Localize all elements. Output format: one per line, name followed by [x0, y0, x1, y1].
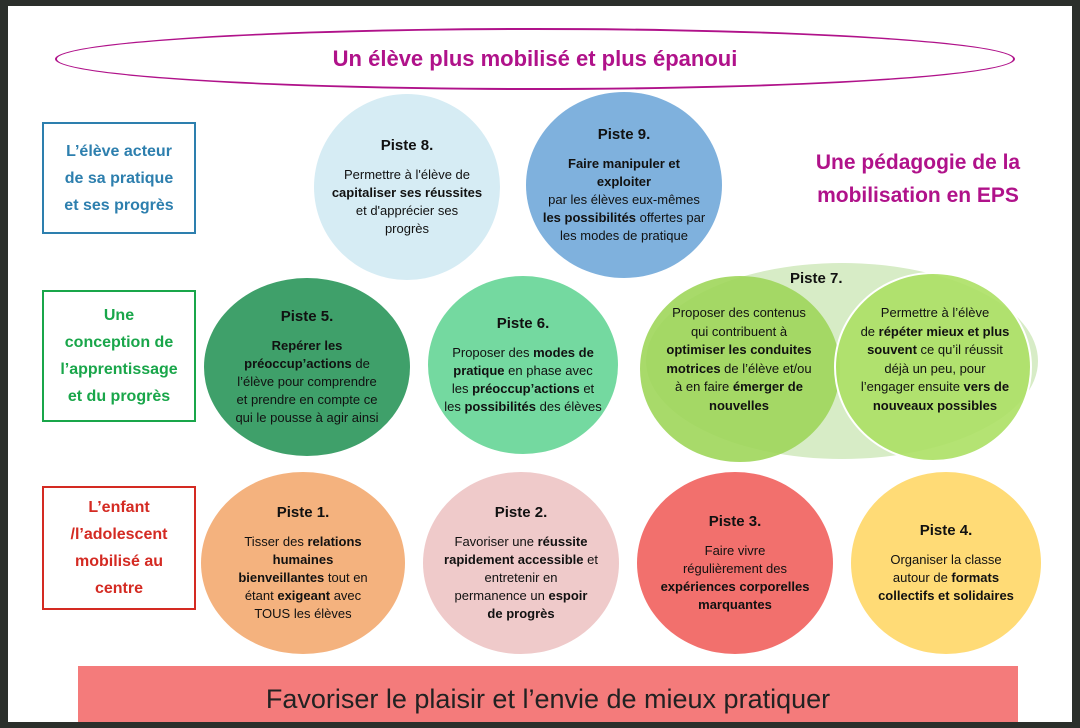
piste-1-title: Piste 1. — [276, 503, 330, 521]
text-line — [238, 569, 367, 587]
text: de — [860, 323, 879, 339]
bold-text: optimiser les conduites — [666, 342, 812, 357]
text-line — [332, 202, 482, 220]
text: de — [351, 355, 370, 371]
piste-3-text — [661, 542, 810, 614]
text: Proposer des contenus — [672, 305, 806, 320]
text-line — [444, 551, 598, 569]
bold-text: humaines — [272, 551, 334, 567]
text-line — [235, 337, 378, 355]
text: Permettre à l'élève de — [343, 166, 471, 182]
row-label-line: centre — [94, 580, 144, 597]
text: l’engager ensuite — [860, 379, 964, 394]
bold-text: réussite — [537, 533, 588, 549]
mobilisation-title-line2: mobilisation en EPS — [817, 184, 1019, 207]
bold-text: collectifs et solidaires — [878, 587, 1014, 603]
text: déjà un peu, pour — [884, 360, 986, 376]
piste-8-text — [332, 166, 482, 238]
text: offertes par — [636, 209, 706, 225]
bold-text: motrices — [666, 360, 721, 376]
piste-5-title: Piste 5. — [280, 307, 334, 325]
text: TOUS les élèves — [254, 605, 352, 621]
mobilisation-title-line1: Une pédagogie de la — [815, 151, 1021, 174]
text-line — [332, 184, 482, 202]
text: et — [583, 551, 598, 567]
piste-8-title: Piste 8. — [380, 136, 434, 154]
text: et prendre en compte ce — [236, 391, 378, 407]
text-line — [540, 191, 708, 209]
bold-text: nouvelles — [709, 397, 769, 413]
row-label-line: L’élève acteur — [66, 142, 172, 160]
piste-7-left-text — [650, 304, 828, 415]
row-label-line: de sa pratique — [64, 169, 174, 187]
bold-text: nouveaux possibles — [872, 397, 998, 413]
text-line — [238, 533, 367, 551]
bold-text: pratique — [453, 362, 505, 378]
text: les — [451, 380, 473, 396]
text-line — [878, 551, 1014, 569]
bold-text: expériences corporelles — [660, 578, 810, 594]
row-label-line: Une — [103, 307, 135, 324]
text-line — [235, 373, 378, 391]
piste-5-text — [235, 337, 378, 427]
text: permanence un — [454, 587, 549, 603]
piste-3-circle — [637, 472, 833, 654]
text: tout en — [324, 569, 368, 585]
text-line — [650, 360, 828, 379]
text-line — [846, 304, 1024, 323]
mobilisation-title — [788, 146, 1048, 212]
piste-2-title: Piste 2. — [494, 503, 548, 521]
row-label-line: conception de — [64, 334, 174, 351]
bold-text: préoccup’actions — [244, 355, 352, 371]
text: progrès — [384, 220, 430, 236]
text-line — [238, 587, 367, 605]
text-line — [540, 209, 708, 227]
text: Proposer des — [452, 344, 534, 360]
text-line — [235, 409, 378, 427]
row-label-enfant-centre — [42, 486, 196, 610]
bold-text: Repérer les — [271, 337, 343, 353]
text-line — [540, 227, 708, 245]
footer-text: Favoriser le plaisir et l’envie de mieux pratiquer — [265, 684, 831, 714]
bold-text: préoccup’actions — [472, 380, 580, 396]
text: Favoriser une — [454, 533, 538, 549]
text-line — [444, 533, 598, 551]
bold-text: espoir — [548, 587, 588, 603]
piste-1-text — [238, 533, 367, 623]
bold-text: capitaliser ses réussites — [331, 184, 483, 200]
text: Organiser la classe — [890, 551, 1002, 567]
bold-text: émerger de — [732, 379, 803, 394]
row-label-line: L’enfant — [88, 499, 150, 516]
piste-9-circle — [526, 92, 722, 278]
text-line — [444, 380, 602, 398]
text: l’élève pour comprendre — [237, 373, 377, 389]
piste-7-title: Piste 7. — [790, 270, 843, 287]
text: de l’élève et/ou — [720, 360, 812, 376]
text: Faire vivre — [704, 542, 766, 558]
piste-2-circle — [423, 472, 619, 654]
text-line — [846, 378, 1024, 397]
text: et — [579, 380, 595, 396]
text-line — [878, 569, 1014, 587]
text-line — [444, 605, 598, 623]
text-line — [444, 344, 602, 362]
text: des élèves — [536, 398, 602, 414]
text-line — [650, 397, 828, 416]
text: les — [444, 398, 465, 414]
text: avec — [330, 587, 362, 603]
text: par les élèves eux-mêmes — [548, 191, 700, 207]
piste-6-title: Piste 6. — [496, 314, 550, 332]
piste-3-title: Piste 3. — [708, 512, 762, 530]
text: les modes de pratique — [560, 227, 688, 243]
text: autour de — [892, 569, 952, 585]
text: et d'apprécier ses — [355, 202, 459, 218]
header-ellipse — [55, 28, 1015, 90]
row-label-line: et ses progrès — [64, 196, 174, 214]
bold-text: exigeant — [277, 587, 331, 603]
piste-1-circle — [201, 472, 405, 654]
bold-text: formats — [951, 569, 1000, 585]
text-line — [846, 341, 1024, 360]
bold-text: bienveillantes — [238, 569, 325, 585]
text: Permettre à l’élève — [880, 305, 990, 320]
row-label-line: mobilisé au — [74, 553, 164, 570]
row-label-eleve-acteur — [42, 122, 196, 234]
row-label-conception — [42, 290, 196, 422]
row-label-line: /l’adolescent — [70, 526, 168, 543]
text-line — [661, 596, 810, 614]
bold-text: souvent — [867, 342, 917, 357]
piste-8-circle — [314, 94, 500, 280]
slide — [8, 6, 1072, 722]
text-line — [235, 391, 378, 409]
text-line — [540, 155, 708, 191]
bold-text: répéter mieux et plus — [878, 323, 1010, 339]
text-line — [661, 578, 810, 596]
text: qui contribuent à — [690, 323, 788, 339]
text-line — [444, 398, 602, 416]
text-line — [650, 304, 828, 323]
piste-4-circle — [851, 472, 1041, 654]
piste-9-title: Piste 9. — [597, 125, 651, 143]
piste-6-circle — [428, 276, 618, 454]
piste-5-circle — [204, 278, 410, 456]
text-line — [238, 605, 367, 623]
row-label-line: et du progrès — [67, 388, 171, 405]
text: qui le pousse à agir ainsi — [235, 409, 379, 425]
text: Tisser des — [244, 533, 308, 549]
bold-text: vers de — [963, 379, 1010, 394]
text-line — [650, 323, 828, 342]
row-label-line: l’apprentissage — [60, 361, 178, 378]
text-line — [661, 542, 810, 560]
text: régulièrement des — [682, 560, 788, 576]
piste-2-text — [444, 533, 598, 623]
text-line — [332, 166, 482, 184]
text-line — [444, 587, 598, 605]
piste-7-right-text — [846, 304, 1024, 415]
piste-4-text — [878, 551, 1014, 605]
bold-text: Faire manipuler et exploiter — [568, 155, 680, 189]
text-line — [332, 220, 482, 238]
text-line — [661, 560, 810, 578]
text-line — [846, 360, 1024, 379]
footer-banner — [78, 666, 1018, 722]
text: étant — [244, 587, 278, 603]
text-line — [650, 341, 828, 360]
text-line — [846, 397, 1024, 416]
bold-text: marquantes — [698, 596, 772, 612]
piste-9-text — [540, 155, 708, 245]
text-line — [235, 355, 378, 373]
text: entretenir en — [484, 569, 558, 585]
text-line — [444, 569, 598, 587]
text: ce qu’il réussit — [916, 342, 1003, 357]
text-line — [444, 362, 602, 380]
bold-text: les possibilités — [542, 209, 637, 225]
text-line — [878, 587, 1014, 605]
bold-text: de progrès — [487, 605, 555, 621]
bold-text: relations — [307, 533, 362, 549]
header-title: Un élève plus mobilisé et plus épanoui — [332, 46, 738, 71]
bold-text: possibilités — [464, 398, 536, 414]
bold-text: modes de — [533, 344, 594, 360]
text: à en faire — [675, 379, 733, 394]
piste-4-title: Piste 4. — [919, 521, 973, 539]
text-line — [650, 378, 828, 397]
text: en phase avec — [504, 362, 593, 378]
text-line — [846, 323, 1024, 342]
bold-text: rapidement accessible — [444, 551, 584, 567]
piste-6-text — [444, 344, 602, 416]
text-line — [238, 551, 367, 569]
